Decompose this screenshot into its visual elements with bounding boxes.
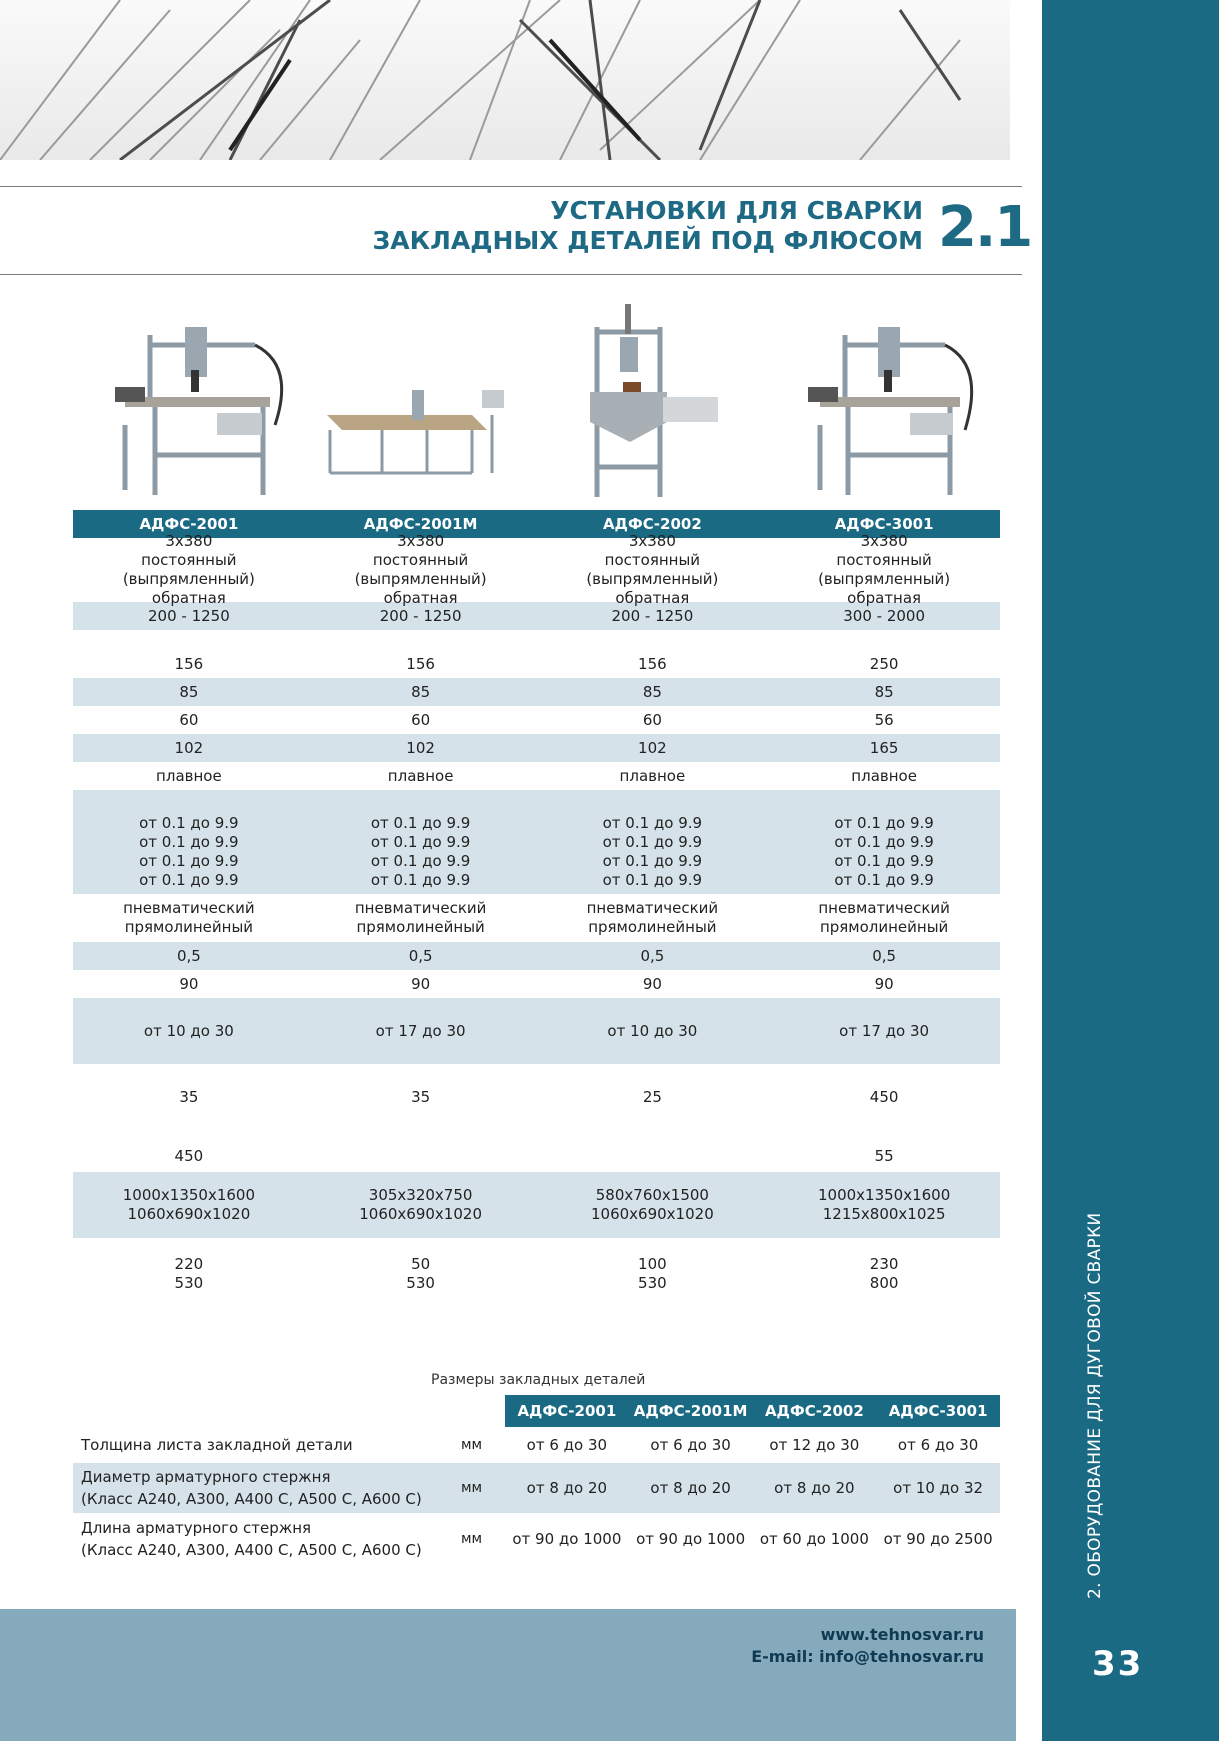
spec-cell	[305, 894, 537, 942]
spec-cell-line: 60	[411, 710, 431, 729]
spec-row	[73, 650, 1000, 678]
spec-cell-line: прямолинейный	[356, 918, 485, 936]
spec-cell	[305, 630, 537, 650]
spec-cell	[768, 998, 1000, 1064]
spec-row	[73, 1064, 1000, 1130]
spec-cell-line: от 0.1 до 9.9	[602, 870, 703, 889]
spec-cell-line: 305х320х750	[368, 1186, 473, 1204]
specs-table	[73, 510, 1000, 1310]
spec-row	[73, 1130, 1000, 1140]
spec-cell-line: 1000х1350х1600	[817, 1186, 951, 1204]
spec-cell	[537, 678, 769, 706]
section-number: 2.1	[938, 195, 1032, 260]
spec-cell-line: от 10 до 30	[143, 1021, 234, 1040]
spec-cell-line: 530	[174, 1274, 204, 1292]
spec-cell	[768, 1064, 1000, 1130]
spec-cell-line: 3х380	[860, 532, 908, 550]
sizes-param-line: Длина арматурного стержня	[81, 1519, 312, 1537]
spec-cell	[73, 1140, 305, 1172]
website-link[interactable]: www.tehnosvar.ru	[820, 1625, 984, 1644]
spec-cell	[768, 630, 1000, 650]
sizes-param	[73, 1427, 438, 1463]
spec-cell-line: постоянный (выпрямленный)	[354, 551, 487, 588]
specs-table-body	[73, 532, 1000, 1310]
spec-cell-line: от 0.1 до 9.9	[602, 832, 703, 851]
page-number: 33	[1092, 1644, 1144, 1684]
spec-cell	[305, 942, 537, 970]
sizes-value: от 90 до 2500	[883, 1530, 993, 1548]
spec-cell-line: от 0.1 до 9.9	[139, 813, 239, 832]
spec-cell-line: от 0.1 до 9.9	[139, 832, 239, 851]
sizes-value: от 90 до 1000	[512, 1530, 622, 1548]
spec-cell-line: 90	[179, 974, 199, 993]
spec-cell	[768, 650, 1000, 678]
spec-cell-line: обратная	[151, 589, 226, 607]
sizes-header-unit-blank	[438, 1395, 505, 1427]
spec-cell	[768, 894, 1000, 942]
spec-cell-line: от 10 до 30	[607, 1021, 698, 1040]
spec-cell	[73, 678, 305, 706]
spec-cell	[73, 970, 305, 998]
sizes-header-model: АДФС-2002	[753, 1395, 877, 1427]
spec-row	[73, 678, 1000, 706]
spec-cell	[768, 532, 1000, 607]
spec-cell-line: 200 - 1250	[147, 606, 230, 625]
spec-cell	[73, 532, 305, 607]
spec-cell-line: прямолинейный	[819, 918, 949, 936]
spec-cell-line: 102	[638, 738, 667, 757]
spec-cell-line: 530	[638, 1274, 667, 1292]
spec-cell-line: плавное	[619, 766, 686, 785]
spec-cell-line: 200 - 1250	[611, 606, 694, 625]
spec-cell-line: обратная	[615, 589, 690, 607]
sizes-value: от 12 до 30	[769, 1436, 860, 1454]
sizes-header-blank	[73, 1395, 438, 1427]
spec-cell-line: 55	[874, 1146, 894, 1165]
spec-cell	[73, 762, 305, 790]
spec-cell	[537, 1140, 769, 1172]
side-section-label: 2. ОБОРУДОВАНИЕ ДЛЯ ДУГОВОЙ СВАРКИ	[1085, 1212, 1105, 1599]
spec-cell	[537, 762, 769, 790]
spec-cell-line: 50	[411, 1255, 431, 1273]
sizes-value: от 6 до 30	[897, 1436, 979, 1454]
header-banner-image	[0, 0, 1010, 160]
spec-cell-line: 530	[406, 1274, 435, 1292]
spec-cell	[537, 998, 769, 1064]
spec-cell	[73, 998, 305, 1064]
spec-cell-line: от 0.1 до 9.9	[370, 832, 471, 851]
spec-cell-line: 3х380	[165, 532, 213, 550]
sizes-param-line: Диаметр арматурного стержня	[81, 1468, 331, 1486]
spec-cell-line: пневматический	[354, 899, 487, 917]
spec-cell	[305, 970, 537, 998]
spec-cell-line: 220	[174, 1255, 204, 1273]
spec-cell	[305, 1238, 537, 1310]
spec-cell	[768, 790, 1000, 894]
spec-cell-line: 35	[179, 1087, 199, 1106]
spec-cell-line: 85	[411, 682, 431, 701]
spec-cell-line: пневматический	[123, 899, 255, 917]
section-title-line2: ЗАКЛАДНЫХ ДЕТАЛЕЙ ПОД ФЛЮСОМ	[372, 226, 923, 255]
spec-cell-line: пневматический	[586, 899, 719, 917]
spec-cell-line: 56	[874, 710, 894, 729]
spec-row	[73, 970, 1000, 998]
spec-row	[73, 1238, 1000, 1310]
spec-cell-line: 250	[869, 654, 899, 673]
sizes-param	[73, 1463, 438, 1513]
spec-cell-line: 200 - 1250	[379, 606, 462, 625]
model-header: АДФС-2001М	[363, 515, 478, 533]
sizes-param-line: Толщина листа закладной детали	[81, 1436, 353, 1454]
spec-cell-line: от 17 до 30	[375, 1021, 466, 1040]
spec-cell	[73, 894, 305, 942]
spec-cell	[537, 602, 769, 630]
spec-cell-line: 1060х690х1020	[359, 1205, 482, 1223]
footer-contacts	[751, 1624, 984, 1668]
spec-cell	[768, 602, 1000, 630]
spec-cell	[537, 1172, 769, 1238]
sizes-row	[73, 1513, 1000, 1565]
sizes-value: от 8 до 20	[753, 1463, 877, 1513]
spec-cell	[537, 942, 769, 970]
spec-cell	[73, 790, 305, 894]
spec-cell	[73, 1130, 305, 1140]
spec-cell	[768, 762, 1000, 790]
sizes-value: от 10 до 32	[876, 1463, 1000, 1513]
section-title	[373, 196, 923, 256]
spec-cell	[73, 630, 305, 650]
spec-cell-line: 25	[642, 1087, 662, 1106]
sizes-unit: мм	[438, 1463, 505, 1513]
sizes-unit: мм	[460, 1531, 483, 1547]
spec-cell-line: 0,5	[872, 946, 897, 965]
spec-cell-line: от 0.1 до 9.9	[602, 813, 703, 832]
spec-cell	[537, 894, 769, 942]
spec-cell-line: 90	[642, 974, 662, 993]
machine-image-adfs-3001	[800, 305, 985, 500]
spec-cell-line: постоянный (выпрямленный)	[122, 551, 255, 588]
spec-cell-line: 60	[179, 710, 199, 729]
spec-row	[73, 942, 1000, 970]
spec-cell	[537, 970, 769, 998]
header-rule-bottom	[0, 274, 1022, 275]
spec-cell	[73, 942, 305, 970]
spec-cell-line: 230	[869, 1255, 899, 1273]
spec-cell-line: 1060х690х1020	[127, 1205, 251, 1223]
spec-cell	[305, 734, 537, 762]
spec-cell	[768, 1140, 1000, 1172]
spec-cell-line: от 17 до 30	[839, 1021, 930, 1040]
spec-cell-line: 90	[411, 974, 431, 993]
machine-image-adfs-2001	[105, 305, 305, 500]
spec-cell-line: постоянный (выпрямленный)	[818, 551, 951, 588]
spec-cell-line: 85	[874, 682, 894, 701]
spec-cell	[768, 970, 1000, 998]
spec-cell	[537, 706, 769, 734]
spec-row	[73, 790, 1000, 894]
spec-row	[73, 532, 1000, 607]
spec-cell-line: 85	[179, 682, 199, 701]
spec-cell-line: 450	[869, 1087, 899, 1106]
sizes-value: от 8 до 20	[505, 1463, 629, 1513]
spec-cell-line: 60	[642, 710, 662, 729]
spec-cell-line: пневматический	[818, 899, 950, 917]
spec-row	[73, 998, 1000, 1064]
spec-cell-line: обратная	[847, 589, 922, 607]
sizes-param	[73, 1513, 438, 1565]
spec-cell	[73, 602, 305, 630]
spec-cell	[537, 790, 769, 894]
spec-row	[73, 1140, 1000, 1172]
sizes-param-line: (Класс А240, А300, А400 С, А500 С, А600 С)	[81, 1541, 422, 1559]
email-link[interactable]: E-mail: info@tehnosvar.ru	[751, 1647, 984, 1666]
spec-cell	[537, 532, 769, 607]
spec-cell	[305, 532, 537, 607]
spec-cell-line: 156	[174, 654, 204, 673]
spec-cell-line: от 0.1 до 9.9	[139, 851, 239, 870]
spec-cell	[768, 1172, 1000, 1238]
spec-cell-line: от 0.1 до 9.9	[834, 870, 934, 889]
spec-cell-line: 35	[411, 1087, 431, 1106]
model-header: АДФС-3001	[834, 515, 934, 533]
sizes-unit: мм	[460, 1437, 483, 1453]
spec-cell	[73, 1172, 305, 1238]
spec-cell-line: 450	[174, 1146, 204, 1165]
spec-cell-line: 100	[638, 1255, 667, 1273]
spec-cell-line: плавное	[851, 766, 917, 785]
spec-cell-line: 0,5	[640, 946, 665, 965]
sizes-value: от 90 до 1000	[636, 1530, 746, 1548]
spec-cell-line: плавное	[387, 766, 454, 785]
spec-cell	[305, 998, 537, 1064]
spec-cell	[537, 630, 769, 650]
spec-cell	[305, 706, 537, 734]
spec-cell	[73, 1064, 305, 1130]
header-rule-top	[0, 186, 1022, 187]
spec-cell	[305, 1064, 537, 1130]
spec-cell-line: 1215х800х1025	[822, 1205, 946, 1223]
spec-row	[73, 706, 1000, 734]
sizes-param-line: (Класс А240, А300, А400 С, А500 С, А600 С)	[81, 1490, 422, 1508]
spec-cell	[768, 706, 1000, 734]
spec-cell-line: обратная	[383, 589, 458, 607]
spec-row	[73, 602, 1000, 630]
spec-cell	[537, 734, 769, 762]
spec-cell	[305, 1172, 537, 1238]
spec-cell-line: прямолинейный	[124, 918, 254, 936]
spec-cell-line: 800	[869, 1274, 899, 1292]
machine-image-adfs-2002	[585, 302, 720, 502]
spec-cell	[537, 1064, 769, 1130]
spec-cell-line: от 0.1 до 9.9	[834, 813, 934, 832]
spec-cell-line: 102	[406, 738, 435, 757]
spec-cell	[305, 762, 537, 790]
spec-cell-line: 1060х690х1020	[591, 1205, 714, 1223]
spec-cell-line: от 0.1 до 9.9	[834, 832, 934, 851]
spec-cell-line: 3х380	[628, 532, 676, 550]
sizes-value: от 6 до 30	[650, 1436, 731, 1454]
spec-cell	[768, 1238, 1000, 1310]
sizes-row	[73, 1463, 1000, 1513]
spec-row	[73, 630, 1000, 650]
spec-cell-line: 102	[174, 738, 204, 757]
machine-image-adfs-2001m	[322, 385, 527, 480]
section-title-line1: УСТАНОВКИ ДЛЯ СВАРКИ	[550, 196, 923, 225]
spec-cell	[73, 706, 305, 734]
spec-cell-line: 1000х1350х1600	[122, 1186, 256, 1204]
spec-cell	[73, 1238, 305, 1310]
spec-cell	[768, 734, 1000, 762]
spec-cell	[768, 1130, 1000, 1140]
spec-cell-line: от 0.1 до 9.9	[370, 870, 471, 889]
spec-row	[73, 1172, 1000, 1238]
model-header: АДФС-2002	[602, 515, 702, 533]
spec-cell	[305, 790, 537, 894]
sizes-table-header	[73, 1395, 1000, 1427]
spec-cell-line: 85	[642, 682, 662, 701]
spec-cell-line: 0,5	[408, 946, 433, 965]
spec-cell	[537, 1238, 769, 1310]
spec-cell-line: 165	[869, 738, 899, 757]
spec-row	[73, 734, 1000, 762]
spec-cell-line: 0,5	[176, 946, 201, 965]
spec-cell	[768, 942, 1000, 970]
sizes-caption: Размеры закладных деталей	[431, 1372, 646, 1388]
spec-cell-line: прямолинейный	[588, 918, 717, 936]
sizes-header-model: АДФС-3001	[876, 1395, 1000, 1427]
spec-cell	[305, 678, 537, 706]
spec-cell-line: 580х760х1500	[595, 1186, 709, 1204]
footer	[0, 1609, 1016, 1741]
spec-cell-line: 156	[638, 654, 667, 673]
model-header: АДФС-2001	[139, 515, 239, 533]
spec-cell	[537, 1130, 769, 1140]
spec-cell-line: 300 - 2000	[843, 606, 925, 625]
spec-cell-line: 156	[406, 654, 435, 673]
spec-cell-line: 90	[874, 974, 894, 993]
spec-cell-line: от 0.1 до 9.9	[370, 813, 471, 832]
spec-cell	[305, 602, 537, 630]
spec-cell-line: от 0.1 до 9.9	[370, 851, 471, 870]
spec-cell-line: от 0.1 до 9.9	[834, 851, 934, 870]
sizes-header-model: АДФС-2001	[505, 1395, 629, 1427]
sizes-value: от 6 до 30	[526, 1436, 608, 1454]
spec-cell	[305, 650, 537, 678]
spec-cell	[305, 1130, 537, 1140]
spec-cell-line: 3х380	[397, 532, 445, 550]
sizes-row	[73, 1427, 1000, 1463]
spec-cell	[73, 734, 305, 762]
sizes-value: от 60 до 1000	[759, 1530, 869, 1548]
side-band	[1042, 0, 1219, 1741]
spec-cell	[305, 1140, 537, 1172]
sizes-table-body	[73, 1427, 1000, 1565]
spec-row	[73, 894, 1000, 942]
spec-cell	[537, 650, 769, 678]
sizes-header-model: АДФС-2001М	[629, 1395, 753, 1427]
spec-cell-line: постоянный (выпрямленный)	[586, 551, 719, 588]
spec-cell	[73, 650, 305, 678]
sizes-table	[73, 1395, 1000, 1565]
spec-cell-line: от 0.1 до 9.9	[139, 870, 239, 889]
spec-cell	[768, 678, 1000, 706]
spec-cell-line: плавное	[156, 766, 222, 785]
sizes-value: от 8 до 20	[629, 1463, 753, 1513]
spec-row	[73, 762, 1000, 790]
spec-cell-line: от 0.1 до 9.9	[602, 851, 703, 870]
